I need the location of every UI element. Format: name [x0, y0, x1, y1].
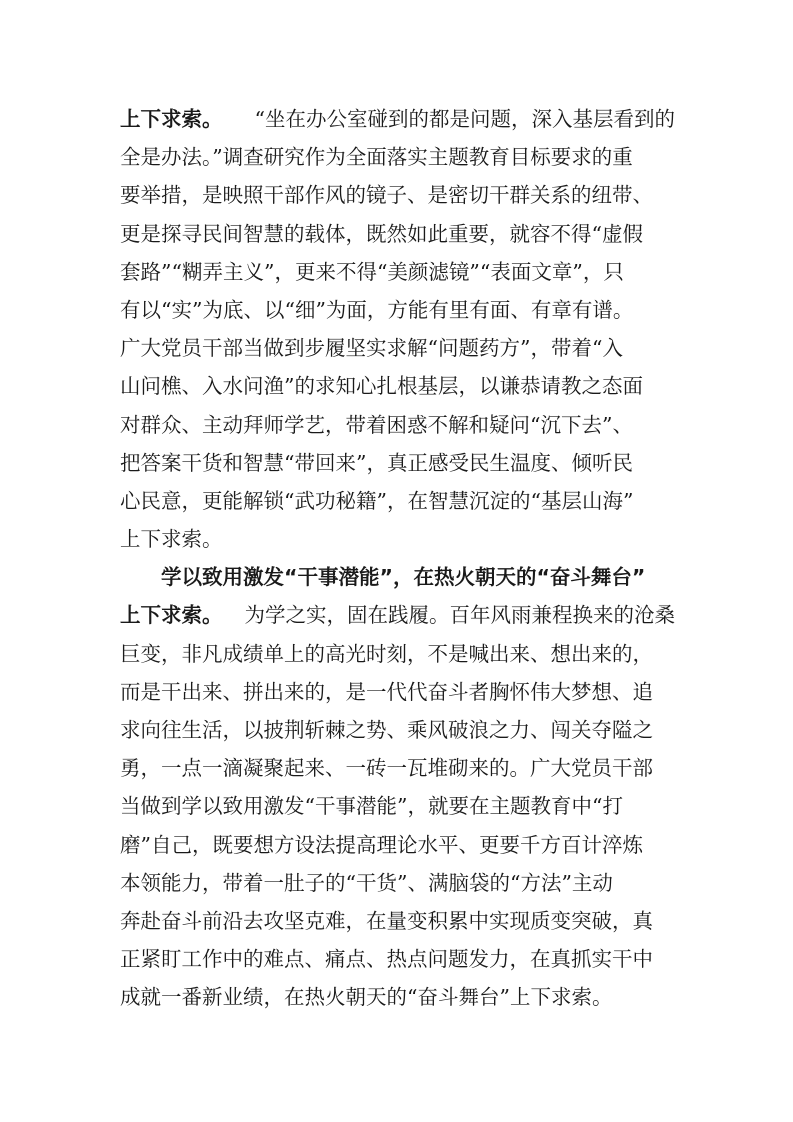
text-line: 磨”自己，既要想方设法提高理论水平、更要千方百计淬炼: [120, 832, 643, 857]
text-line: 上下求索。: [120, 527, 223, 552]
text-line: 有以“实”为底、以“细”为面，方能有里有面、有章有谱。: [120, 297, 634, 322]
text-line: 而是干出来、拼出来的，是一代代奋斗者胸怀伟大梦想、追: [120, 679, 653, 704]
text-line: 成就一番新业绩，在热火朝天的“奋斗舞台”上下求索。: [120, 985, 613, 1010]
text-line: 更是探寻民间智慧的载体，既然如此重要，就容不得“虚假: [120, 221, 643, 246]
paragraph-1: [120, 100, 675, 558]
bold-heading-text: 上下求索。: [120, 603, 223, 628]
text-line: 套路”“糊弄主义”，更来不得“美颜滤镜”“表面文章”，只: [120, 259, 624, 284]
text-line: 求向往生活，以披荆斩棘之势、乘风破浪之力、闯关夺隘之: [120, 718, 653, 742]
text-line: 全是办法。”调查研究作为全面落实主题教育目标要求的重: [120, 145, 633, 170]
text-line: 正紧盯工作中的难点、痛点、热点问题发力，在真抓实干中: [120, 947, 653, 972]
text-line: 心民意，更能解锁“武功秘籍”，在智慧沉淀的“基层山海”: [120, 488, 634, 513]
text-line: 奔赴奋斗前沿去攻坚克难，在量变积累中实现质变突破，真: [120, 908, 653, 933]
text-line: [120, 596, 675, 634]
text-line: 对群众、主动拜师学艺，带着困惑不解和疑问“沉下去”、: [120, 412, 633, 437]
text-line: 山问樵、入水问渔”的求知心扎根基层，以谦恭请教之态面: [120, 374, 643, 399]
text-line: 广大党员干部当做到步履坚实求解“问题药方”，带着“入: [120, 336, 623, 361]
section-heading: [120, 558, 675, 596]
document-body: [120, 100, 675, 1017]
bold-heading-text: 上下求索。: [120, 107, 223, 131]
body-text: “坐在办公室碰到的都是问题，深入基层看到的: [254, 107, 675, 131]
text-line: [120, 100, 675, 138]
body-text: 为学之实，固在践履。百年风雨兼程换来的沧桑: [244, 603, 675, 628]
text-line: 当做到学以致用激发“干事潜能”，就要在主题教育中“打: [120, 794, 623, 819]
text-line: 要举措，是映照干部作风的镜子、是密切干群关系的纽带、: [120, 183, 653, 208]
bold-heading-text: 学以致用激发“干事潜能”，在热火朝天的“奋斗舞台”: [161, 565, 646, 590]
text-line: 勇，一点一滴凝聚起来、一砖一瓦堆砌来的。广大党员干部: [120, 756, 653, 781]
paragraph-2: [120, 558, 675, 1016]
text-line: 巨变，非凡成绩单上的高光时刻，不是喊出来、想出来的，: [120, 641, 653, 666]
text-line: 把答案干货和智慧“带回来”，真正感受民生温度、倾听民: [120, 450, 633, 475]
text-line: 本领能力，带着一肚子的“干货”、满脑袋的“方法”主动: [120, 870, 613, 895]
